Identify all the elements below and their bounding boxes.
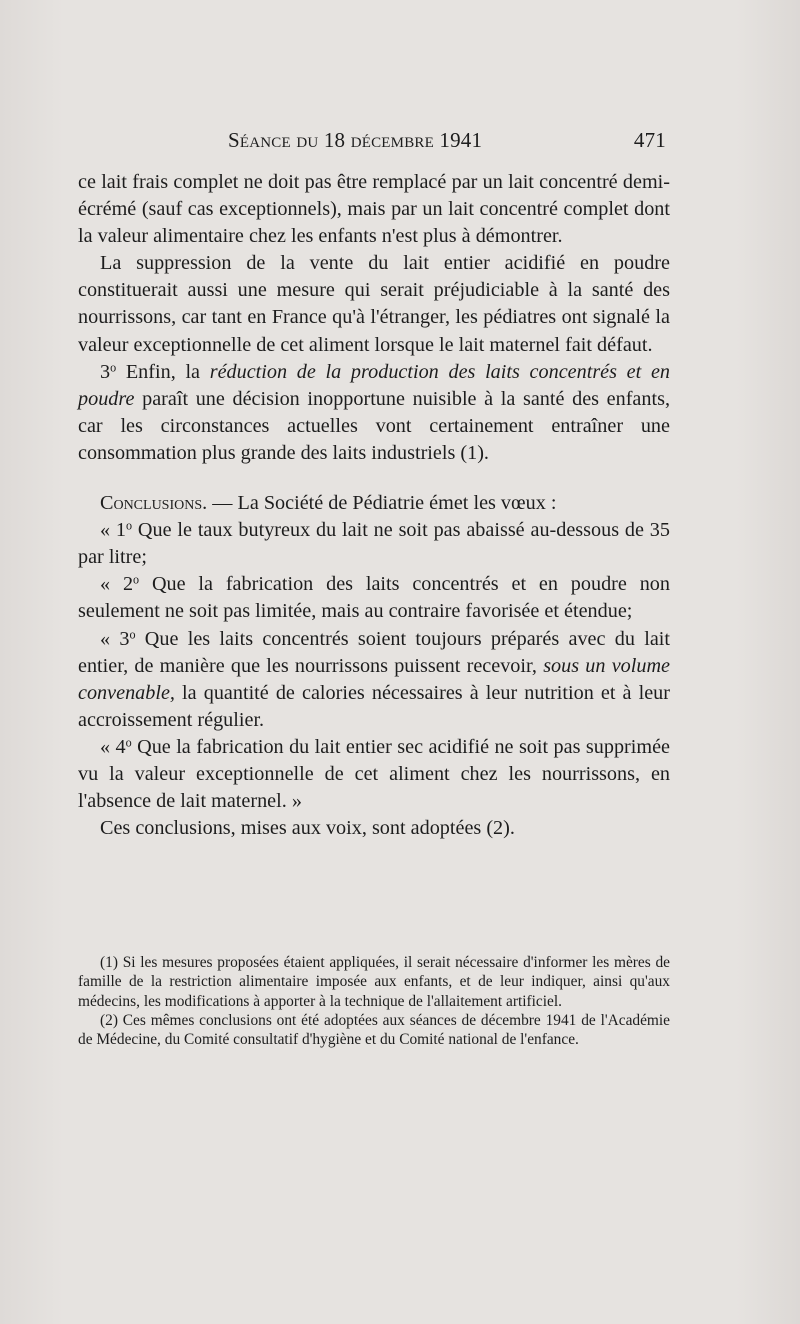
ordinal-mark: o — [126, 518, 133, 533]
text-segment: Que les laits concentrés soient toujours préparés avec du lait entier, de manière que les nourrissons puissent recevoir, — [78, 627, 670, 677]
final-paragraph: Ces conclusions, mises aux voix, sont adoptées (2). — [100, 817, 515, 840]
section-gap — [78, 467, 670, 490]
page-header — [78, 124, 670, 154]
paragraph-3 — [78, 359, 670, 467]
text-segment: la quantité de calories nécessaires à leur nutrition et à leur accroissement régulier. — [78, 681, 670, 731]
wish-number: « 2 — [100, 573, 134, 596]
body-text — [78, 169, 670, 842]
text-segment: Que le taux butyreux du lait ne soit pas abaissé au-dessous de 35 par litre; — [78, 519, 670, 569]
paragraph-1: ce lait frais complet ne doit pas être remplacé par un lait concentré demi-écrémé (sauf cas exceptionnels), mais par un lait concentré complet dont la valeur alimentaire chez les enfants n'est plus à démontrer. — [78, 171, 670, 248]
item-number: 3 — [100, 360, 111, 383]
wish-4 — [78, 734, 670, 815]
text-segment: Enfin, la — [116, 360, 210, 383]
conclusions-label: Conclusions. — [100, 492, 208, 515]
wish-3 — [78, 626, 670, 734]
running-title: Séance du 18 décembre 1941 — [228, 128, 483, 152]
footnote-1: (1) Si les mesures proposées étaient appliquées, il serait nécessaire d'informer les mères de famille de la restriction alimentaire imposée aux enfants, et de leur indiquer, ainsi qu'aux médecins, les modifications à apporter à la technique de l'allaitement artificiel. — [78, 954, 670, 1010]
text-segment: paraît une décision inopportune nuisible à la santé des enfants, car les circonstances actuelles vont certainement entraîner une consommation plus grande des laits industriels (1). — [78, 387, 670, 464]
ordinal-mark: o — [125, 735, 132, 750]
ordinal-mark: o — [110, 360, 117, 374]
ordinal-mark: o — [129, 626, 136, 641]
wish-number: « 3 — [100, 627, 130, 650]
text-segment: — La Société de Pédiatrie émet les vœux : — [207, 492, 557, 515]
italic-segment: réduction de la production des laits concentrés et en poudre — [78, 360, 670, 410]
footnote-2: (2) Ces mêmes conclusions ont été adoptées aux séances de décembre 1941 de l'Académie de Médecine, du Comité consultatif d'hygiène et du Comité national de l'enfance. — [78, 1011, 670, 1049]
text-segment: Que la fabrication du lait entier sec acidifié ne soit pas supprimée vu la valeur exceptionnelle de cet aliment chez les nourrissons, en l'absence de lait maternel. » — [78, 735, 670, 813]
ordinal-mark: o — [133, 572, 140, 587]
wish-1 — [78, 517, 670, 571]
page-number: 471 — [633, 128, 666, 152]
wish-number: « 4 — [100, 735, 126, 758]
wish-number: « 1 — [100, 519, 127, 542]
footnotes — [78, 953, 670, 1049]
italic-segment: sous un volume convenable, — [78, 654, 671, 704]
wish-2 — [78, 571, 670, 625]
conclusions-paragraph — [78, 490, 670, 517]
paragraph-2: La suppression de la vente du lait entier acidifié en poudre constituerait aussi une mesure qui serait préjudiciable à la santé des nourrissons, car tant en France qu'à l'étranger, les pédiatres ont signalé la valeur exceptionnelle de cet aliment lorsque le lait maternel fait défaut. — [78, 252, 670, 356]
text-segment: Que la fabrication des laits concentrés et en poudre non seulement ne soit pas limitée, mais au contraire favorisée et étendue; — [78, 573, 670, 623]
